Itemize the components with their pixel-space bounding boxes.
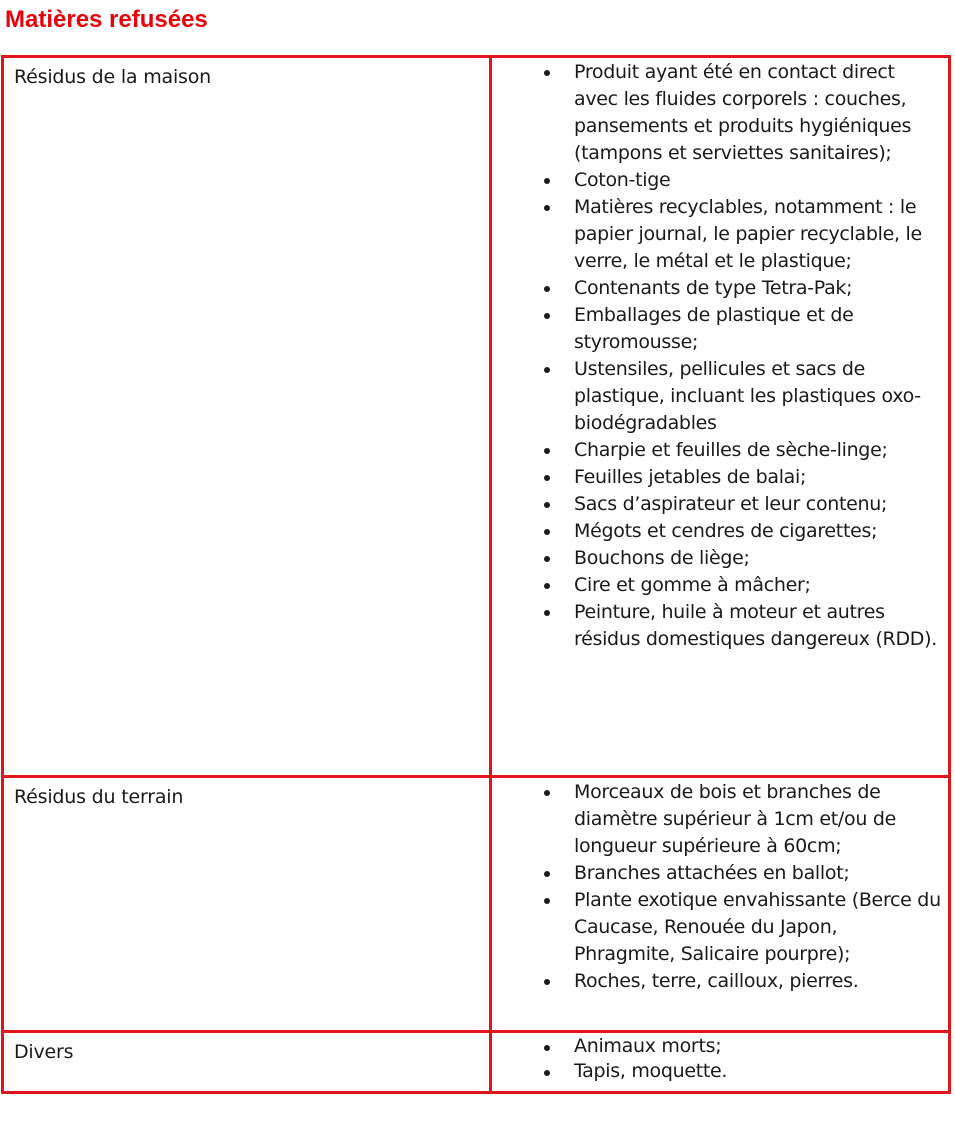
table-row (3, 57, 950, 777)
list-item: Feuilles jetables de balai; (492, 464, 948, 491)
list-item: Produit ayant été en contact direct avec les fluides corporels : couches, pansements et produits hygiéniques (tampons et serviettes sanitaires); (492, 59, 948, 167)
category-cell: Divers (3, 1032, 491, 1093)
list-item: Cire et gomme à mâcher; (492, 572, 948, 599)
list-item: Mégots et cendres de cigarettes; (492, 518, 948, 545)
list-item: Roches, terre, cailloux, pierres. (492, 968, 948, 995)
category-cell: Résidus du terrain (3, 777, 491, 1032)
table-row (3, 777, 950, 1032)
list-item: Contenants de type Tetra-Pak; (492, 275, 948, 302)
items-list (492, 1034, 948, 1084)
list-item: Emballages de plastique et de styromousse; (492, 302, 948, 356)
refused-materials-table (1, 55, 951, 1094)
page-title: Matières refusées (5, 6, 208, 33)
list-item: Sacs d’aspirateur et leur contenu; (492, 491, 948, 518)
list-item: Tapis, moquette. (492, 1059, 948, 1084)
list-item: Matières recyclables, notamment : le papier journal, le papier recyclable, le verre, le métal et le plastique; (492, 194, 948, 275)
items-list (492, 59, 948, 653)
list-item: Plante exotique envahissante (Berce du Caucase, Renouée du Japon, Phragmite, Salicaire pourpre); (492, 887, 948, 968)
list-item: Morceaux de bois et branches de diamètre supérieur à 1cm et/ou de longueur supérieure à 60cm; (492, 779, 948, 860)
items-cell (491, 57, 950, 777)
items-cell (491, 1032, 950, 1093)
category-cell: Résidus de la maison (3, 57, 491, 777)
list-item: Ustensiles, pellicules et sacs de plastique, incluant les plastiques oxo-biodégradables (492, 356, 948, 437)
list-item: Charpie et feuilles de sèche-linge; (492, 437, 948, 464)
items-cell (491, 777, 950, 1032)
list-item: Coton-tige (492, 167, 948, 194)
table-row (3, 1032, 950, 1093)
list-item: Bouchons de liège; (492, 545, 948, 572)
list-item: Animaux morts; (492, 1034, 948, 1059)
items-list (492, 779, 948, 995)
list-item: Peinture, huile à moteur et autres résidus domestiques dangereux (RDD). (492, 599, 948, 653)
list-item: Branches attachées en ballot; (492, 860, 948, 887)
